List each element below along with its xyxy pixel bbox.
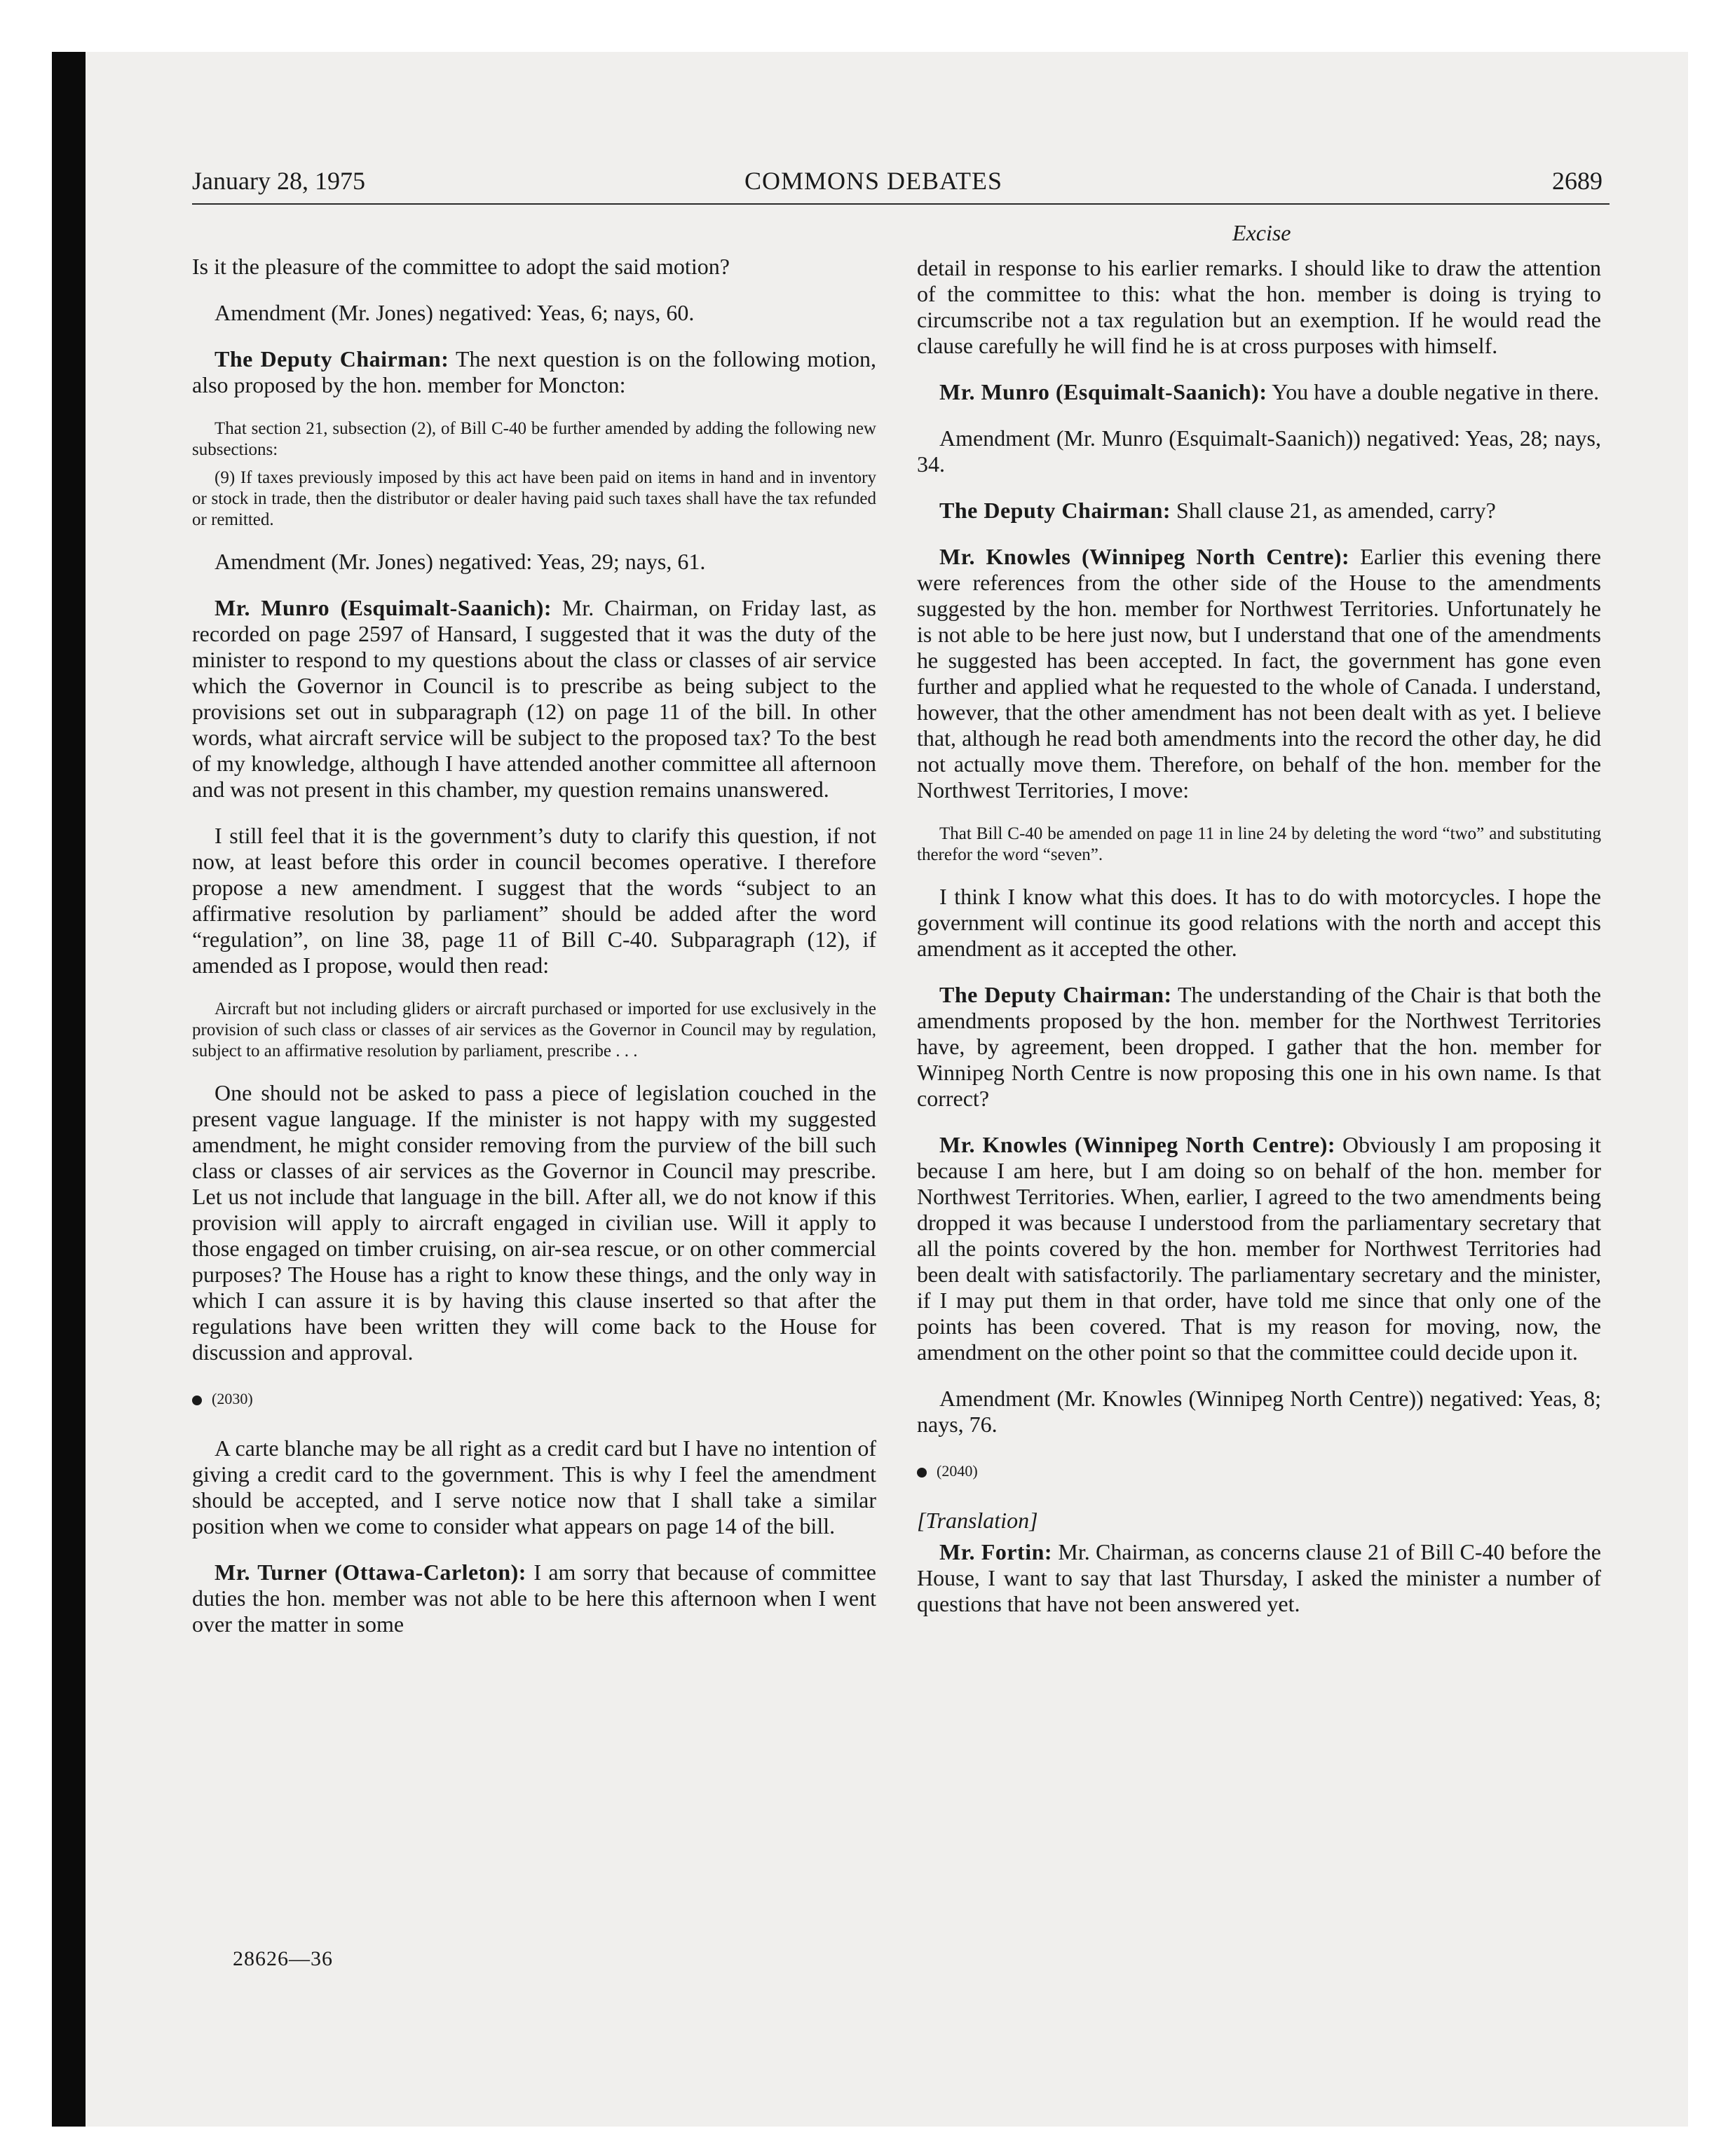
speech-paragraph xyxy=(192,346,876,398)
speaker-name: The Deputy Chairman: xyxy=(939,982,1172,1007)
text-paragraph: Amendment (Mr. Jones) negatived: Yeas, 6; nays, 60. xyxy=(215,300,695,325)
speech-paragraph xyxy=(917,982,1601,1112)
speaker-name: The Deputy Chairman: xyxy=(215,346,449,371)
quoted-motion: That section 21, subsection (2), of Bill C-40 be further amended by adding the following new subsections: xyxy=(192,419,876,459)
text-paragraph: A carte blanche may be all right as a credit card but I have no intention of giving a credit card to the government. This is why I feel the amendment should be accepted, and I serve notice now that I shall take a similar position when we come to consider what appears on page 14 of the bill. xyxy=(192,1435,876,1538)
bullet-dot-icon xyxy=(192,1396,202,1405)
header-date: January 28, 1975 xyxy=(192,167,365,195)
speech-text: I am sorry that because of committee duties the hon. member was not able to be here this afternoon when I went over the matter in some xyxy=(192,1560,877,1637)
speech-paragraph xyxy=(917,498,1601,524)
translation-note: [Translation] xyxy=(917,1508,1038,1533)
section-heading: Excise xyxy=(1232,220,1291,245)
speech-text: The understanding of the Chair is that both the amendments proposed by the hon. member for the Northwest Territories have, by agreement, been dropped. I gather that the hon. member for Winnipeg North Centre is now proposing this one in his own name. Is that correct? xyxy=(917,982,1602,1111)
speech-text: Mr. Chairman, as concerns clause 21 of Bill C-40 before the House, I want to say that last Thursday, I asked the minister a number of questions that have not been answered yet. xyxy=(917,1539,1601,1616)
speech-paragraph xyxy=(192,1560,876,1637)
time-marker-text: (2040) xyxy=(937,1462,978,1480)
speech-text: Earlier this evening there were references from the other side of the House to the amendments suggested by the hon. member for Northwest Territories. Unfortunately he is not able to be here just now, but I understand that one of the amendments he suggested has been accepted. In fact, the government has gone even further and applied what he requested to the whole of Canada. I understand, however, that the other amendment has not been dealt with as yet. I believe that, although he read both amendments into the record the other day, he did not actually move them. Therefore, on behalf of the hon. member for the Northwest Territories, I move: xyxy=(917,544,1601,803)
text-paragraph: Amendment (Mr. Jones) negatived: Yeas, 29; nays, 61. xyxy=(215,549,706,574)
bullet-dot-icon xyxy=(917,1468,927,1478)
right-column xyxy=(917,255,1601,1637)
speech-text: You have a double negative in there. xyxy=(1267,379,1600,404)
speech-text: Obviously I am proposing it because I am here, but I am doing so on behalf of the hon. member for Northwest Territories. When, earlier, I agreed to the two amendments being dropped it was because I understood from the parliamentary secretary that all the points covered by the hon. member for Northwest Territories had been dealt with satisfactorily. The parliamentary secretary and the minister, if I may put them in that order, have told me since that only one of the points has been covered. That is my reason for moving, now, the amendment on the other point so that the committee could decide upon it. xyxy=(917,1132,1602,1365)
header-title: COMMONS DEBATES xyxy=(744,167,1003,195)
speech-text: Mr. Chairman, on Friday last, as recorded on page 2597 of Hansard, I suggested that it was the duty of the minister to respond to my questions about the class or classes of air service which the Governor in Council is to prescribe as being subject to the provisions set out in subparagraph (12) on page 11 of the bill. In other words, what aircraft service will be subject to the proposed tax? To the best of my knowledge, although I have attended another committee all afternoon and was not present in this chamber, my question remains unanswered. xyxy=(192,595,877,802)
speech-text: Shall clause 21, as amended, carry? xyxy=(1171,498,1496,523)
time-marker xyxy=(917,1458,1601,1484)
time-marker xyxy=(192,1386,876,1412)
quoted-motion: (9) If taxes previously imposed by this act have been paid on items in hand and in inventory or stock in trade, then the distributor or dealer having paid such taxes shall have the tax refunded or remitted. xyxy=(192,468,876,529)
text-paragraph: One should not be asked to pass a piece of legislation couched in the present vague language. If the minister is not happy with my suggested amendment, he might consider removing from the purview of the bill such class or classes of air services as the Governor in Council may prescribe. Let us not include that language in the bill. After all, we do not know if this provision will apply to aircraft engaged in civilian use. Will it apply to those engaged on timber cruising, on air-sea rescue, or on other commercial purposes? The House has a right to know these things, and the only way in which I can assure it is by having this clause inserted so that after the regulations have been written they will come back to the House for discussion and approval. xyxy=(192,1080,876,1365)
text-paragraph: Is it the pleasure of the committee to adopt the said motion? xyxy=(192,254,730,279)
speaker-name: Mr. Munro (Esquimalt-Saanich): xyxy=(939,379,1267,404)
speech-text: The next question is on the following motion, also proposed by the hon. member for Moncton: xyxy=(192,346,877,397)
text-paragraph: Amendment (Mr. Munro (Esquimalt-Saanich)) negatived: Yeas, 28; nays, 34. xyxy=(917,425,1601,477)
speech-paragraph xyxy=(192,595,876,803)
speech-paragraph xyxy=(917,379,1601,405)
speech-paragraph xyxy=(917,1539,1601,1617)
speaker-name: Mr. Turner (Ottawa-Carleton): xyxy=(215,1560,526,1585)
time-marker-text: (2030) xyxy=(212,1390,253,1407)
quoted-motion: Aircraft but not including gliders or aircraft purchased or imported for use exclusively in the provision of such class or classes of air services as the Governor in Council may by regulation, subject to an affirmative resolution by parliament, prescribe . . . xyxy=(192,999,876,1060)
speech-paragraph xyxy=(917,544,1601,803)
speaker-name: Mr. Knowles (Winnipeg North Centre): xyxy=(939,1132,1336,1157)
speech-paragraph xyxy=(917,1132,1601,1365)
text-paragraph: Amendment (Mr. Knowles (Winnipeg North Centre)) negatived: Yeas, 8; nays, 76. xyxy=(917,1386,1601,1437)
speaker-name: Mr. Knowles (Winnipeg North Centre): xyxy=(939,544,1350,569)
left-column xyxy=(192,254,876,1658)
scan-edge-bar xyxy=(52,52,86,2127)
text-paragraph: I still feel that it is the government’s duty to clarify this question, if not now, at least before this order in council becomes operative. I therefore propose a new amendment. I suggest that the words “subject to an affirmative resolution by parliament” should be added after the word “regulation”, on line 38, page 11 of Bill C-40. Subparagraph (12), if amended as I propose, would then read: xyxy=(192,823,876,978)
speaker-name: The Deputy Chairman: xyxy=(939,498,1171,523)
quoted-motion: That Bill C-40 be amended on page 11 in line 24 by deleting the word “two” and substituting therefor the word “seven”. xyxy=(917,824,1601,864)
header-page-number: 2689 xyxy=(1552,167,1603,195)
header-rule xyxy=(192,203,1610,205)
speaker-name: Mr. Munro (Esquimalt-Saanich): xyxy=(215,595,552,620)
text-paragraph: I think I know what this does. It has to do with motorcycles. I hope the government will continue its good relations with the north and accept this amendment as it accepted the other. xyxy=(917,884,1601,961)
text-paragraph: detail in response to his earlier remarks. I should like to draw the attention of the committee to this: what the hon. member is doing is trying to circumscribe not a tax regulation but an exemption. If he would read the clause carefully he will find he is at cross purposes with himself. xyxy=(917,255,1601,358)
footer-code: 28626—36 xyxy=(233,1947,333,1970)
speaker-name: Mr. Fortin: xyxy=(939,1539,1053,1564)
